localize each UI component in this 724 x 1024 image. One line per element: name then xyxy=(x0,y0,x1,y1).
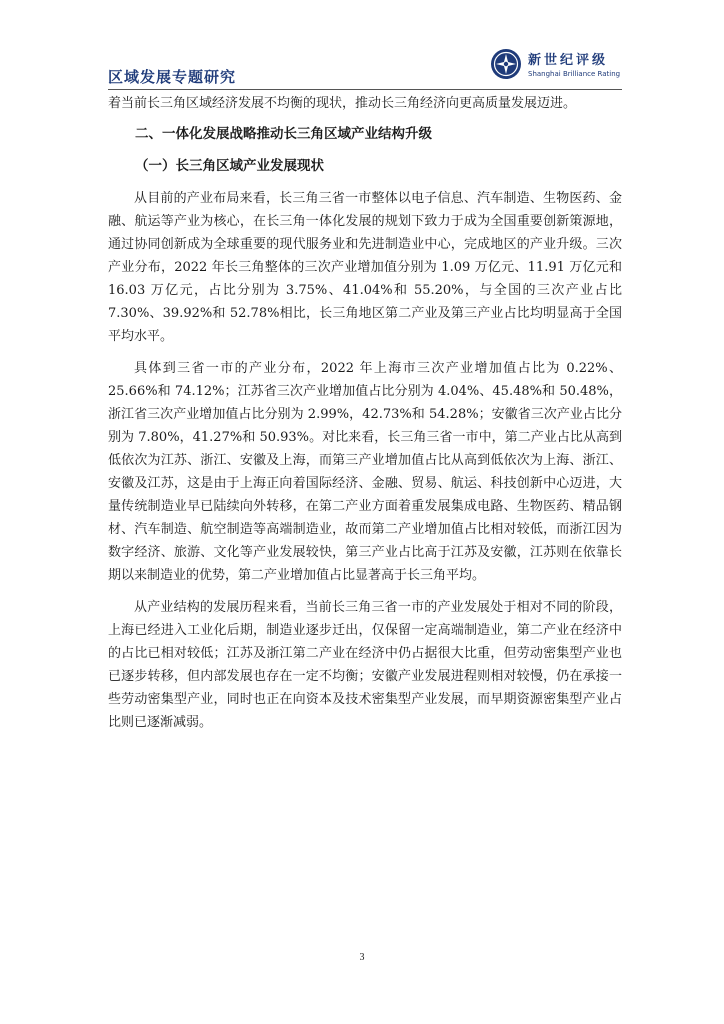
brilliance-rating-emblem-icon xyxy=(490,48,522,80)
header-divider xyxy=(108,89,622,90)
paragraph: 具体到三省一市的产业分布，2022 年上海市三次产业增加值占比为 0.22%、25.66%和 74.12%；江苏省三次产业增加值占比分别为 4.04%、45.48%和 50.48%，浙江省三次产业增加值占比分别为 2.99%，42.73%和 54.28%；安徽省三次产业占比分别为 7.80%，41.27%和 50.93%。对比来看，长三角三省一市中，第二产业占比从高到低依次为江苏、浙江、安徽及上海，而第三产业增加值占比从高到低依次为上海、浙江、安徽及江苏，这是由于上海正向着国际经济、金融、贸易、航运、科技创新中心迈进，大量传统制造业早已陆续向外转移，在第二产业方面着重发展集成电路、生物医药、精品钢材、汽车制造、航空制造等高端制造业，故而第二产业增加值占比相对较低，而浙江因为数字经济、旅游、文化等产业发展较快，第三产业占比高于江苏及安徽，江苏则在依靠长期以来制造业的优势，第二产业增加值占比显著高于长三角平均。 xyxy=(108,361,622,583)
paragraph: 从目前的产业布局来看，长三角三省一市整体以电子信息、汽车制造、生物医药、金融、航运等产业为核心，在长三角一体化发展的规划下致力于成为全国重要创新策源地，通过协同创新成为全球重要的现代服务业和先进制造业中心，完成地区的产业升级。三次产业分布，2022 年长三角整体的三次产业增加值分别为 1.09 万亿元、11.91 万亿元和 16.03 万亿元，占比分别为 3.75%、41.04%和 55.20%，与全国的三次产业占比 7.30%、39.92%和 52.78%相比，长三角地区第二产业及第三产业占比均明显高于全国平均水平。 xyxy=(108,191,622,344)
page-number: 3 xyxy=(359,952,365,963)
logo-english-name: Shanghai Brilliance Rating xyxy=(528,70,621,78)
subsection-heading: （一）长三角区域产业发展现状 xyxy=(135,158,324,174)
logo-name: 新世纪评级 xyxy=(528,53,609,68)
paragraph: 从产业结构的发展历程来看，当前长三角三省一市的产业发展处于相对不同的阶段，上海已经进入工业化后期，制造业逐步迁出，仅保留一定高端制造业，第二产业在经济中的占比已相对较低；江苏及浙江第二产业在经济中仍占据很大比重，但劳动密集型产业也已逐步转移，但内部发展也存在一定不均衡；安徽产业发展进程则相对较慢，仍在承接一些劳动密集型产业，同时也正在向资本及技术密集型产业发展，而早期资源密集型产业占比则已逐渐减弱。 xyxy=(108,600,622,730)
company-logo xyxy=(490,44,622,84)
page-header xyxy=(108,44,622,92)
section-heading: 二、一体化发展战略推动长三角区域产业结构升级 xyxy=(135,126,432,142)
continued-line: 着当前长三角区域经济发展不均衡的现状，推动长三角经济向更高质量发展迈进。 xyxy=(108,96,577,111)
document-body xyxy=(108,92,622,743)
section-title: 区域发展专题研究 xyxy=(108,68,237,86)
